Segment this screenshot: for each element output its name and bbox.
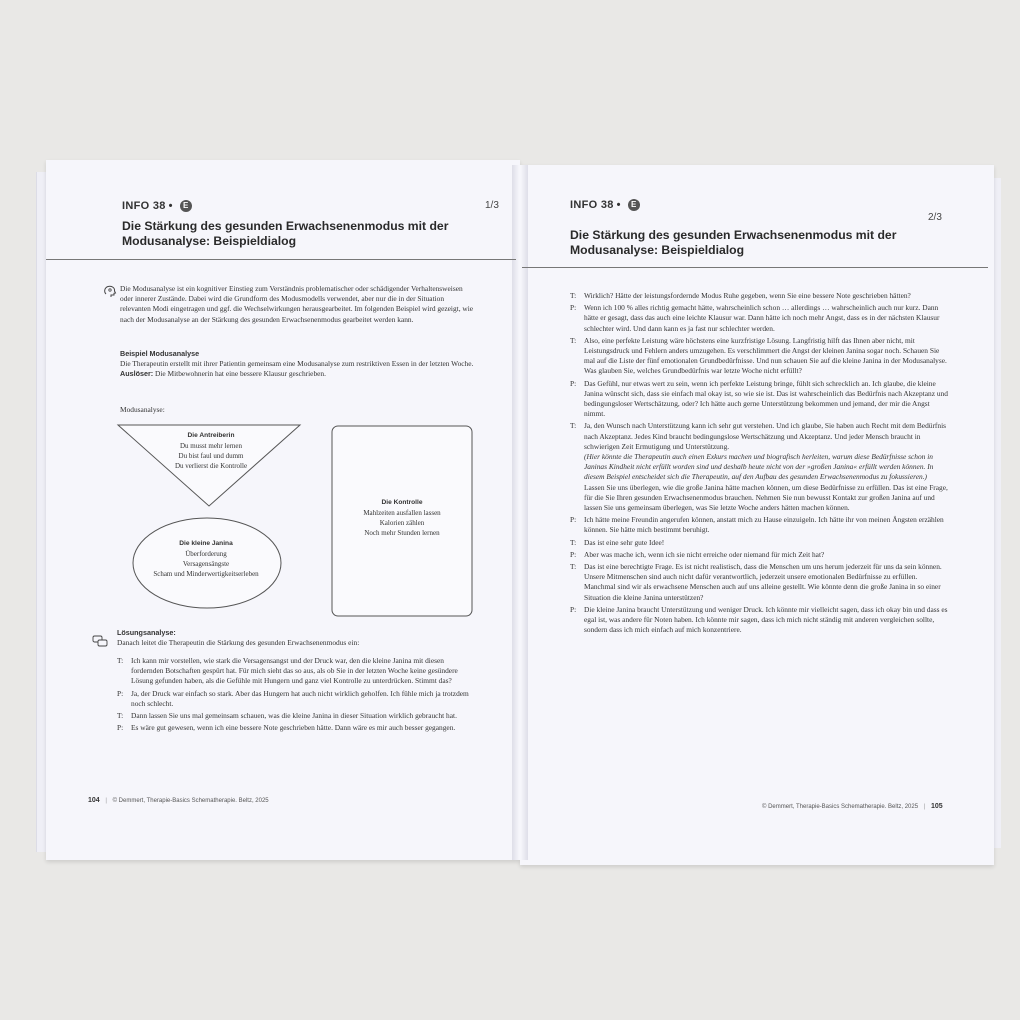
example-text: Die Therapeutin erstellt mit ihrer Patientin gemeinsam eine Modusanalyse zum restriktiven Essen in der letzten Woche. [120, 359, 474, 369]
info-label-left: INFO 38 • E [122, 200, 192, 212]
dialog-line: T: Ja, den Wunsch nach Unterstützung kann ich sehr gut verstehen. Und ich glaube, Sie haben auch Recht mit dem Bedürfnis nach Akzeptanz. Jedes Kind braucht bedingungslose Wertschätzung und Akzeptanz. Und jeder Mensch braucht in schwierigen Zeit Ermutigung und Unterstützung. (Hier könnte die Therapeutin auch einen Exkurs machen und biografisch herleiten, warum diese Bedürfnisse schon in Janinas Kindheit nicht erfüllt worden sind und deshalb heute nicht von der »großen Janina« erfüllt werden können. In diesem Beispiel entscheidet sich die Therapeutin, auf den Aufbau des gesunden Erwachsenenmodus zu fokussieren.) Lassen Sie uns überlegen, wie die große Janina hätte machen können, um diese Bedürfnisse zu erfüllen. Das ist eine Frage, für die Sie Ihren gesunden Erwachsenenmodus brauchen. Nehmen Sie nun bewusst Kontakt zur großen Janina auf und lassen Sie uns gemeinsam überlegen, was Sie letzte Woche anders hätten machen können. [570, 421, 948, 513]
intro-paragraph: Die Modusanalyse ist ein kognitiver Einstieg zum Verständnis problematischer oder schädigender Verhaltensweisen oder innerer Zustände. Dabei wird die Grundform des Modusmodells verwendet, aber nur die in der Situation relevanten Modi eingetragen und ggf. die Wechselwirkungen herausgearbeitet. Im folgenden Beispiel wird gezeigt, wie nach der Modusanalyse an der Stärkung des gesunden Erwachsenenmodus gearbeitet werden kann. [120, 284, 474, 324]
header-rule-left [46, 259, 516, 260]
dialog-line: P: Aber was mache ich, wenn ich sie nicht erreiche oder niemand für mich Zeit hat? [570, 549, 825, 559]
left-dialog [117, 656, 473, 735]
dialog-line: T: Wirklich? Hätte der leistungsfordernde Modus Ruhe gegeben, wenn Sie eine bessere Note geschrieben hätten? [570, 291, 911, 300]
speech-bubbles-icon [92, 634, 108, 648]
dialog-line: P: Das Gefühl, nur etwas wert zu sein, wenn ich perfekte Leistung bringe, fühlt sich schrecklich an. Ich glaube, die kleine Janina wünscht sich, dass sie einfach mal okay ist, so wie sie ist. Das ist wahrscheinlich das Bedürfnis nach Akzeptanz und bedingungsloser Wertschätzung, oder? Ich hätte auch gerne Unterstützung bekommen und jemand, der mir die Angst nimmt. [570, 378, 948, 419]
right-dialog [570, 291, 950, 638]
solution-heading: Lösungsanalyse: [117, 628, 176, 637]
dialog-line: T: Dann lassen Sie uns mal gemeinsam schauen, was die kleine Janina in dieser Situation wirklich gebraucht hat. [117, 711, 457, 721]
solution-text: Danach leitet die Therapeutin die Stärkung des gesunden Erwachsenenmodus ein: [117, 638, 360, 648]
modus-label: Modusanalyse: [120, 405, 165, 414]
book-gutter [512, 165, 528, 860]
footer-right: © Demmert, Therapie-Basics Schematherapie. Beltz, 2025 | 105 [762, 803, 943, 810]
example-heading: Beispiel Modusanalyse [120, 349, 200, 358]
solution-section [117, 628, 477, 648]
trigger-label: Auslöser: [120, 369, 154, 379]
dialog-line: P: Die kleine Janina braucht Unterstützung und weniger Druck. Ich könnte mir vielleicht sagen, dass ich okay bin und dass es egal ist, was andere für Noten haben. Ich könnte mir sagen, dass ich mich nicht ständig mit anderen vergleichen sollte, sondern dass ich mich einfach auf mich konzentriere. [570, 604, 948, 635]
head-thought-icon [103, 284, 117, 298]
dialog-line: T: Das ist eine berechtigte Frage. Es ist nicht realistisch, dass die Menschen um uns herum jederzeit für uns da sein können. Unsere Mitmenschen sind auch nicht dafür verantwortlich, jederzeit unsere emotionalen Bedürfnisse zu erfüllen. Manchmal sind wir als erwachsene Menschen auch auf uns alleine gestellt. Wie könnte denn die große Janina in so einer Situation die kleine Janina unterstützen? [570, 562, 942, 602]
antreiberin-label: Die Antreiberin Du musst mehr lernen Du bist faul und dumm Du verlierst die Kontrolle [174, 432, 248, 470]
page-of-left: 1/3 [485, 200, 499, 211]
page-title-right: Die Stärkung des gesunden Erwachsenenmodus mit der Modusanalyse: Beispieldialog [570, 228, 897, 257]
janina-label: Die kleine Janina Überforderung Versagensängste Scham und Minderwertigkeitserleben [153, 540, 259, 578]
page-title-left: Die Stärkung des gesunden Erwachsenenmodus mit der Modusanalyse: Beispieldialog [122, 219, 449, 248]
footer-left: 104 | © Demmert, Therapie-Basics Schematherapie. Beltz, 2025 [88, 797, 269, 804]
dialog-line: T: Ich kann mir vorstellen, wie stark die Versagensangst und der Druck war, den die kleine Janina mit diesen fordernden Botschaften gespürt hat. Für mich sieht das so aus, als ob Sie in der letzten Woche keine gesündere Lösung gefunden haben, als die Gefühle mit Hungern und ganz viel Kontrolle zu unterdrücken. Stimmt das? [117, 656, 458, 686]
header-rule-right [522, 267, 988, 268]
info-label-right: INFO 38 • E [570, 199, 640, 211]
page-number-left: 104 [88, 797, 100, 804]
page-of-right: 2/3 [928, 212, 942, 223]
dialog-line: P: Es wäre gut gewesen, wenn ich eine bessere Note geschrieben hätte. Dann wäre es mir auch besser gegangen. [117, 723, 456, 733]
e-badge-icon: E [180, 200, 192, 212]
trigger-text: Die Mitbewohnerin hat eine bessere Klausur geschrieben. [155, 369, 326, 379]
dialog-line: P: Ich hätte meine Freundin angerufen können, anstatt mich zu Hause einzuigeln. Ich hätte ihr von meinen Ängsten erzählen können. Sie hätte mich bestimmt beruhigt. [570, 515, 944, 535]
dialog-line: T: Also, eine perfekte Leistung wäre höchstens eine kurzfristige Lösung. Langfristig hilft das Ihnen aber nicht, mit Leistungsdruck und Fehlern anders umzugehen. Es verschlimmert die Angst der kleinen Janina sogar noch. Schauen Sie mal auf die Liste der fünf emotionalen Grundbedürfnisse. Und nun schauen Sie auf die kleine Janina in der Modusanalyse. Was glauben Sie, welches Grundbedürfnis war letzte Woche nicht erfüllt? [570, 335, 947, 376]
dialog-line: P: Ja, der Druck war einfach so stark. Aber das Hungern hat auch nicht wirklich geholfen. Ich fühle mich ja trotzdem noch schlecht. [117, 688, 469, 708]
page-number-right: 105 [930, 803, 943, 810]
example-section [120, 349, 474, 380]
dialog-line: T: Das ist eine sehr gute Idee! [570, 537, 665, 547]
kontrolle-label: Die Kontrolle Mahlzeiten ausfallen lassen Kalorien zählen Noch mehr Stunden lernen [363, 499, 441, 537]
e-badge-icon: E [628, 199, 640, 211]
dialog-line: P: Wenn ich 100 % alles richtig gemacht hätte, wahrscheinlich schon … allerdings … wahrscheinlich auch nur kurz. Dann hätte er gesagt, dass das auch eine leichte Klausur war. Dann hätte ich noch mehr Angst, dass es in der nächsten Klausur schlechter wird. Und dann kann es ja fast nur schlechter werden. [570, 303, 940, 333]
